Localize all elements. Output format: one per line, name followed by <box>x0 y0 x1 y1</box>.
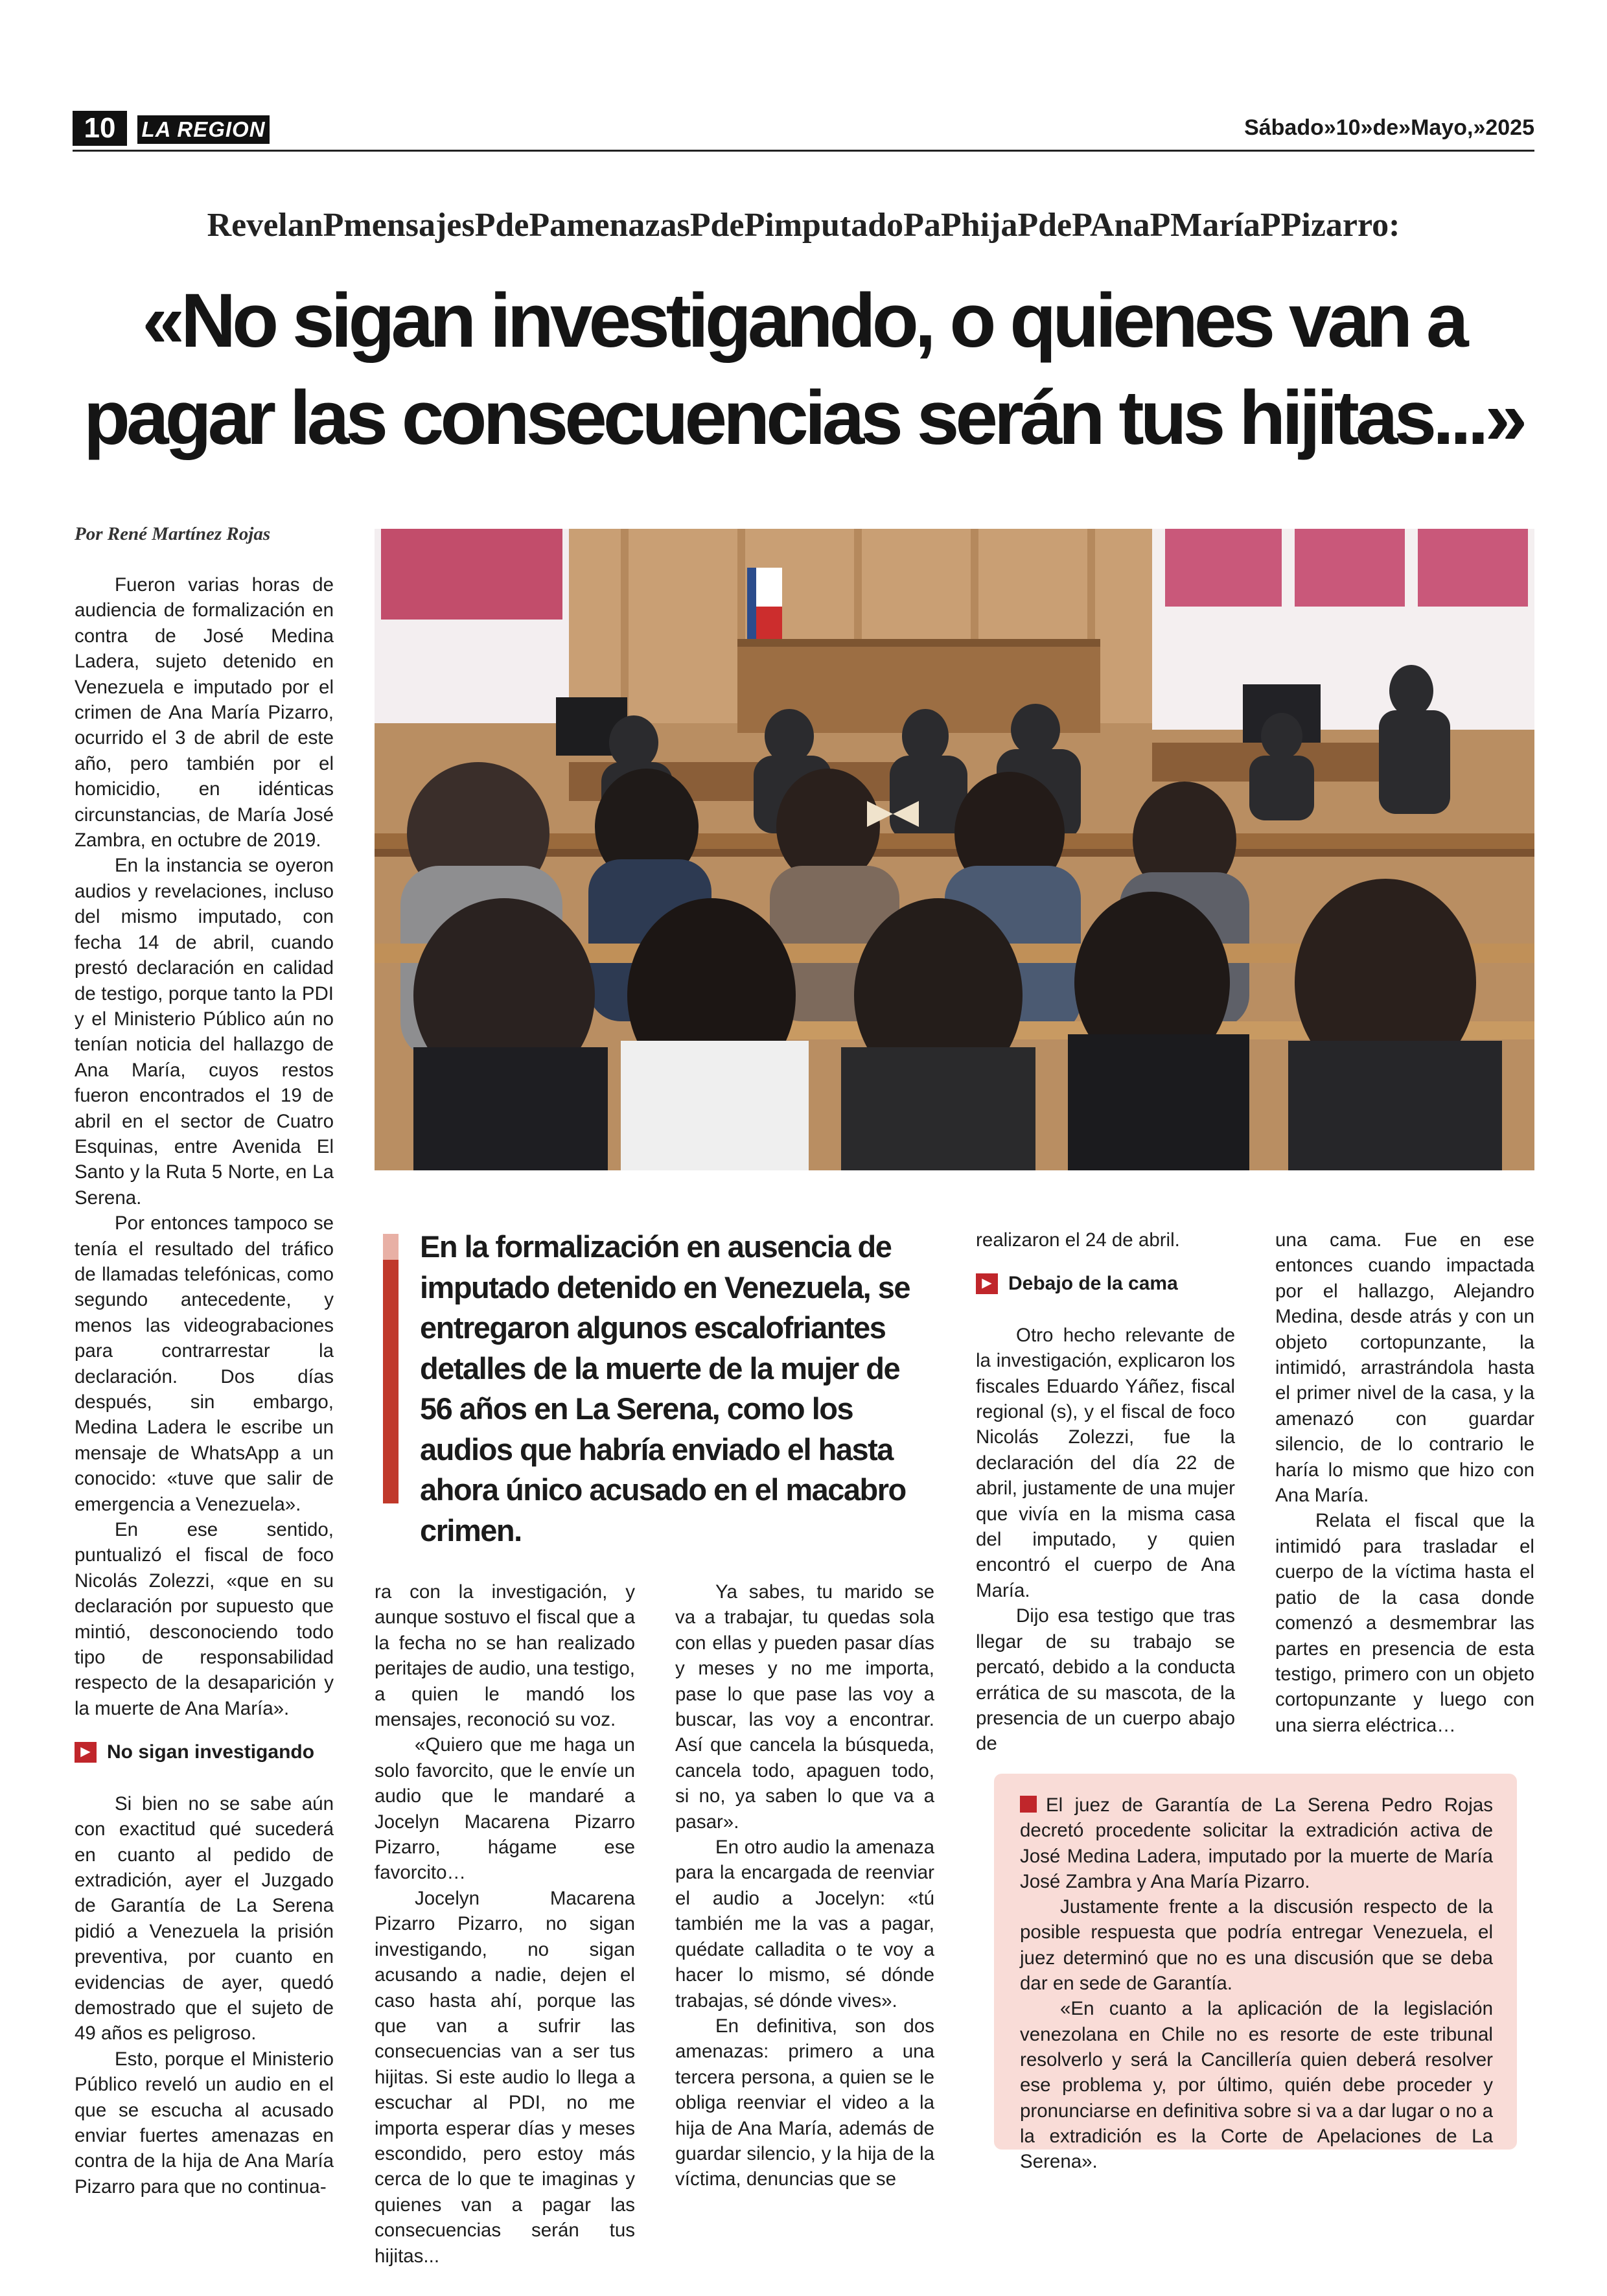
paragraph: «Quiero que me haga un solo favorcito, que le envíe un audio que le mandaré a Jocelyn Macarena Pizarro Pizarro, hágame ese favorcito… <box>375 1734 635 1884</box>
paragraph: Por entonces tampoco se tenía el resultado del tráfico de llamadas telefónicas, como segundo antecedente, y menos las videograbaciones para contrarrestar la declaración. Dos días después, sin embargo, Medina Ladera le escribe un mensaje de WhatsApp a un conocido: «tuve que salir de emergencia a Venezuela». <box>75 1212 334 1515</box>
byline: Por René Martínez Rojas <box>75 524 271 544</box>
masthead-logo: LA REGION <box>137 115 270 144</box>
paragraph: Ya sabes, tu marido se va a trabajar, tu quedas sola con ellas y pueden pasar días y meses y no me importa, pase lo que pase las voy a buscar, las voy a encontrar. Así que cancela la búsqueda, cancela todo, apaguen todo, si no, ya saben lo que va a pasar». <box>675 1581 934 1833</box>
paragraph: En ese sentido, puntualizó el fiscal de foco Nicolás Zolezzi, «que en su declaración por supuesto que mintió, desconociendo todo tipo de responsabilidad respecto de la desaparición y la muerte de Ana María». <box>75 1519 334 1719</box>
courtroom-photo <box>375 529 1534 1170</box>
subhead-no-sigan <box>75 1739 334 1765</box>
column-3 <box>675 1579 934 2192</box>
paragraph: Fueron varias horas de audiencia de formalización en contra de José Medina Ladera, sujeto detenido en Venezuela e imputado por el crimen de Ana María Pizarro, ocurrido el 3 de abril de este año, pero también por el homicidio, en idénticas circunstancias, de María José Zambra, en octubre de 2019. <box>75 574 334 852</box>
article-headline <box>52 272 1555 467</box>
subhead-label: Debajo de la cama <box>1008 1273 1178 1295</box>
paragraph: En la instancia se oyeron audios y revelaciones, incluso del mismo imputado, con fecha 14 de abril, cuando prestó declaración en calidad de testigo, porque tanto la PDI y el Ministerio Público aún no tenían noticia del hallazgo de Ana María, cuyos restos fueron encontrados el 19 de abril en el sector de Cuatro Esquinas, entre Avenida El Santo y la Ruta 5 Norte, en La Serena. <box>75 855 334 1209</box>
page-number: 10 <box>73 111 127 146</box>
red-square-icon <box>1020 1796 1037 1813</box>
paragraph: ra con la investigación, y aunque sostuvo el fiscal que a la fecha no se han realizado peritajes de audio, una testigo, a quien le mandó los mensajes, reconoció su voz. <box>375 1581 635 1731</box>
play-arrow-icon: ▶ <box>75 1742 97 1763</box>
headline-line-1: «No sigan investigando, o quienes van a <box>142 278 1465 364</box>
column-4 <box>976 1227 1235 1757</box>
paragraph: realizaron el 24 de abril. <box>976 1229 1180 1251</box>
paragraph: En otro audio la amenaza para la encargada de reenviar el audio a Jocelyn: «tú también me la vas a pagar, quédate calladita o te voy a hacer lo mismo, sé dónde trabajas, sé dónde vives». <box>675 1837 934 2012</box>
paragraph: Relata el fiscal que la intimidó para trasladar el cuerpo de la víctima hasta el patio de la casa donde comenzó a desmembrar las partes en presencia de esta testigo, primero con un objeto cortopunzante y luego con una sierra eléctrica… <box>1275 1510 1534 1736</box>
play-arrow-icon: ▶ <box>976 1273 998 1294</box>
sidebar-text <box>1020 1792 1493 2174</box>
column-1 <box>75 572 334 2199</box>
pull-quote: En la formalización en ausencia de imputado detenido en Venezuela, se entregaron algunos escalofriantes detalles de la muerte de la mujer de 56 años en La Serena, como los audios que habría enviado el hasta ahora único acusado en el macabro crimen. <box>420 1229 910 1548</box>
sidebar-paragraph: «En cuanto a la aplicación de la legislación venezolana en Chile no es resorte de este tribunal resolverlo y será la Cancillería quien deberá resolver ese problema y, por último, quién debe proceder y pronunciarse en definitiva sobre si va a dar lugar o no a la extradición es la Corte de Apelaciones de La Serena». <box>1020 1998 1493 2173</box>
sidebar-lead <box>1020 1792 1493 1894</box>
sidebar-paragraph: Justamente frente a la discusión respecto de la posible respuesta que podría entregar Venezuela, el juez determinó que no es una discusión que se deba dar en sede de Garantía. <box>1020 1896 1493 1995</box>
paragraph: Dijo esa testigo que tras llegar de su trabajo se percató, debido a la conducta errática de su mascota, de la presencia de un cuerpo abajo de <box>976 1605 1235 1755</box>
sidebar-paragraph: El juez de Garantía de La Serena Pedro Rojas decretó procedente solicitar la extradición activa de José Medina Ladera, imputado por la muerte de María José Zambra y Ana María Pizarro. <box>1020 1794 1493 1892</box>
header-rule <box>73 150 1534 152</box>
headline-line-2: pagar las consecuencias serán tus hijitas...» <box>83 375 1524 461</box>
column-2 <box>375 1579 635 2269</box>
article-kicker: RevelanPmensajesPdePamenazasPdePimputadoPaPhijaPdePAnaPMaríaPPizarro: <box>207 207 1400 244</box>
subhead-debajo-de-la-cama <box>976 1271 1235 1296</box>
paragraph: una cama. Fue en ese entonces cuando impactada por el hallazgo, Alejandro Medina, desde atrás y con un objeto cortopunzante, la intimidó, arrastrándola hasta el primer nivel de la casa, y la amenazó con guardar silencio, de lo contrario le haría lo mismo que hizo con Ana María. <box>1275 1229 1534 1507</box>
subhead-label: No sigan investigando <box>107 1741 315 1763</box>
pull-quote-bar-top <box>383 1234 399 1260</box>
pull-quote-bar <box>383 1260 399 1503</box>
paragraph: Si bien no se sabe aún con exactitud qué sucederá en cuanto al pedido de extradición, ayer el Juzgado de Garantía de La Serena pidió a Venezuela la prisión preventiva, por cuanto en evidencias de ayer, quedó demostrado que el sujeto de 49 años es peligroso. <box>75 1792 334 2045</box>
paragraph: Otro hecho relevante de la investigación, explicaron los fiscales Eduardo Yáñez, fiscal regional (s), y el fiscal de foco Nicolás Zolezzi, fue la declaración del día 22 de abril, justamente de una mujer que vivía en la misma casa del imputado, y quien encontró el cuerpo de Ana María. <box>976 1324 1235 1601</box>
issue-date: Sábado»10»de»Mayo,»2025 <box>1244 115 1534 140</box>
paragraph: En definitiva, son dos amenazas: primero a una tercera persona, a quien se le obliga reenviar el video a la hija de Ana María, además de guardar silencio, y la hija de la víctima, denuncias que se <box>675 2015 934 2190</box>
paragraph: Jocelyn Macarena Pizarro Pizarro, no sigan investigando, no sigan acusando a nadie, dejen el caso hasta ahí, porque las que van a sufrir las consecuencias van a ser tus hijitas. Si este audio lo llega a escuchar al PDI, no me importa esperar días y meses escondido, pero estoy más cerca de lo que te imaginas y quienes van a pagar las consecuencias serán tus hijitas... <box>375 1887 635 2267</box>
column-5 <box>1275 1227 1534 1738</box>
paragraph: Esto, porque el Ministerio Público reveló un audio en el que se escucha al acusado enviar fuertes amenazas en contra de la hija de Ana María Pizarro para que no continua- <box>75 2048 334 2197</box>
